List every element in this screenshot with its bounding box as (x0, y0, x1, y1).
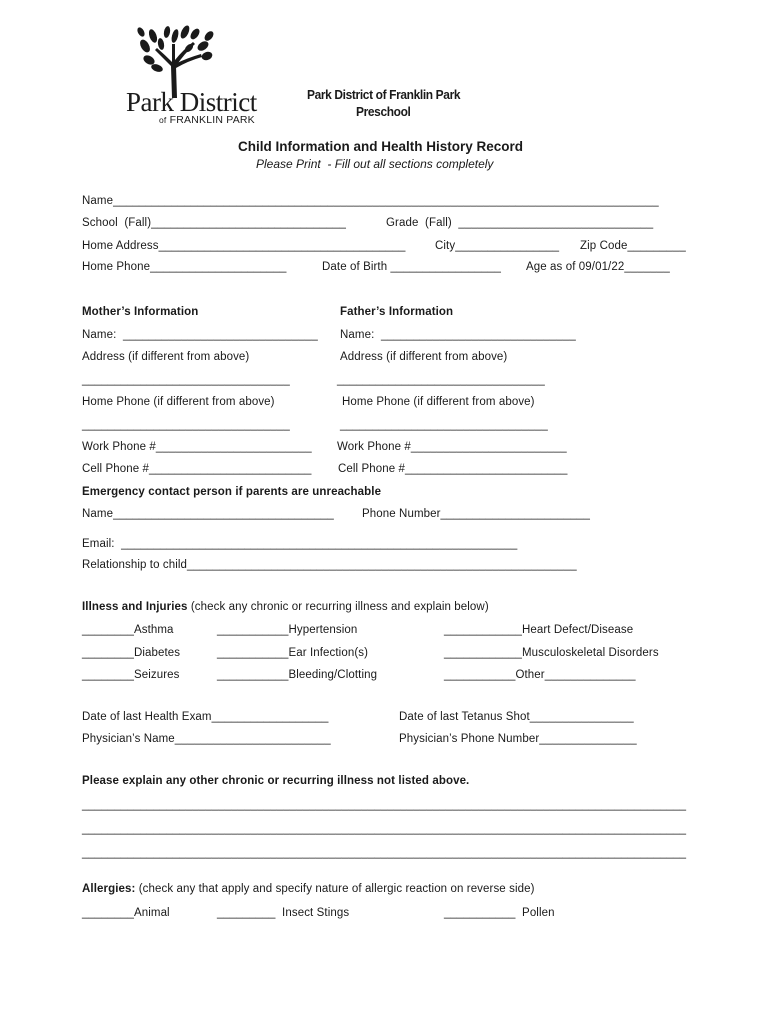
musculoskeletal-checkbox[interactable]: ____________Musculoskeletal Disorders (444, 647, 659, 659)
animal-allergy-checkbox[interactable]: ________Animal (82, 907, 170, 919)
father-address-field[interactable]: ________________________________ (337, 374, 545, 386)
mother-name-field[interactable]: Name: ______________________________ (82, 329, 318, 341)
other-illness-field[interactable]: ___________Other______________ (444, 669, 636, 681)
logo-wordmark: Park District (126, 87, 257, 117)
other-illness-line[interactable]: _____________________________________________________________________________________________ (82, 799, 687, 811)
mother-address-label: Address (if different from above) (82, 351, 250, 363)
emergency-email-field[interactable]: Email: _____________________________________________________________ (82, 538, 518, 550)
emergency-contact-heading: Emergency contact person if parents are unreachable (82, 486, 382, 498)
other-illness-line[interactable]: _____________________________________________________________________________________________ (82, 823, 687, 835)
age-field[interactable]: Age as of 09/01/22_______ (526, 261, 670, 273)
mother-work-phone-field[interactable]: Work Phone #________________________ (82, 441, 312, 453)
heart-defect-checkbox[interactable]: ____________Heart Defect/Disease (444, 624, 634, 636)
logo-sub-prefix: of (159, 115, 167, 125)
page-title: Child Information and Health History Record (238, 139, 524, 154)
grade-field[interactable]: Grade (Fall) ______________________________ (386, 217, 654, 229)
city-field[interactable]: City________________ (435, 240, 560, 252)
emergency-phone-field[interactable]: Phone Number_______________________ (362, 508, 590, 520)
home-phone-field[interactable]: Home Phone_____________________ (82, 261, 287, 273)
home-address-field[interactable]: Home Address______________________________________ (82, 240, 406, 252)
child-name-field[interactable]: Name____________________________________________________________________________________ (82, 195, 659, 207)
physician-name-field[interactable]: Physician’s Name________________________ (82, 733, 331, 745)
logo-sub-name: FRANKLIN PARK (169, 114, 255, 126)
diabetes-checkbox[interactable]: ________Diabetes (82, 647, 181, 659)
allergies-heading (82, 882, 535, 896)
father-home-phone-field[interactable]: ________________________________ (340, 419, 548, 431)
other-illness-heading: Please explain any other chronic or recurring illness not listed above. (82, 775, 470, 787)
father-address-label: Address (if different from above) (340, 351, 508, 363)
ear-infection-checkbox[interactable]: ___________Ear Infection(s) (217, 647, 369, 659)
seizures-checkbox[interactable]: ________Seizures (82, 669, 180, 681)
father-home-phone-label: Home Phone (if different from above) (342, 396, 535, 408)
logo-subtitle (159, 114, 255, 126)
mother-cell-phone-field[interactable]: Cell Phone #_________________________ (82, 463, 312, 475)
father-work-phone-field[interactable]: Work Phone #________________________ (337, 441, 567, 453)
emergency-name-field[interactable]: Name__________________________________ (82, 508, 334, 520)
school-field[interactable]: School (Fall)______________________________ (82, 217, 347, 229)
zip-code-field[interactable]: Zip Code_________ (580, 240, 686, 252)
illness-heading (82, 600, 489, 614)
hypertension-checkbox[interactable]: ___________Hypertension (217, 624, 358, 636)
mother-home-phone-field[interactable]: ________________________________ (82, 419, 290, 431)
father-info-heading: Father’s Information (340, 306, 454, 318)
father-cell-phone-field[interactable]: Cell Phone #_________________________ (338, 463, 568, 475)
date-of-birth-field[interactable]: Date of Birth _________________ (322, 261, 501, 273)
physician-phone-field[interactable]: Physician’s Phone Number_______________ (399, 733, 637, 745)
insect-sting-allergy-checkbox[interactable]: _________ Insect Stings (217, 907, 350, 919)
illness-heading-note: (check any chronic or recurring illness and explain below) (187, 601, 489, 613)
last-tetanus-shot-field[interactable]: Date of last Tetanus Shot________________ (399, 711, 634, 723)
emergency-relationship-field[interactable]: Relationship to child____________________________________________________________ (82, 559, 577, 571)
mother-home-phone-label: Home Phone (if different from above) (82, 396, 275, 408)
mother-info-heading: Mother’s Information (82, 306, 199, 318)
allergies-heading-label: Allergies: (82, 883, 136, 895)
organization-name: Park District of Franklin Park (307, 87, 461, 102)
bleeding-checkbox[interactable]: ___________Bleeding/Clotting (217, 669, 378, 681)
mother-address-field[interactable]: ________________________________ (82, 374, 290, 386)
asthma-checkbox[interactable]: ________Asthma (82, 624, 174, 636)
father-name-field[interactable]: Name: ______________________________ (340, 329, 576, 341)
page-subtitle: Please Print - Fill out all sections completely (256, 157, 494, 171)
allergies-heading-note: (check any that apply and specify nature of allergic reaction on reverse side) (135, 883, 535, 895)
pollen-allergy-checkbox[interactable]: ___________ Pollen (444, 907, 555, 919)
other-illness-line[interactable]: _____________________________________________________________________________________________ (82, 847, 687, 859)
last-health-exam-field[interactable]: Date of last Health Exam__________________ (82, 711, 329, 723)
illness-heading-label: Illness and Injuries (82, 601, 188, 613)
program-name: Preschool (356, 104, 411, 119)
